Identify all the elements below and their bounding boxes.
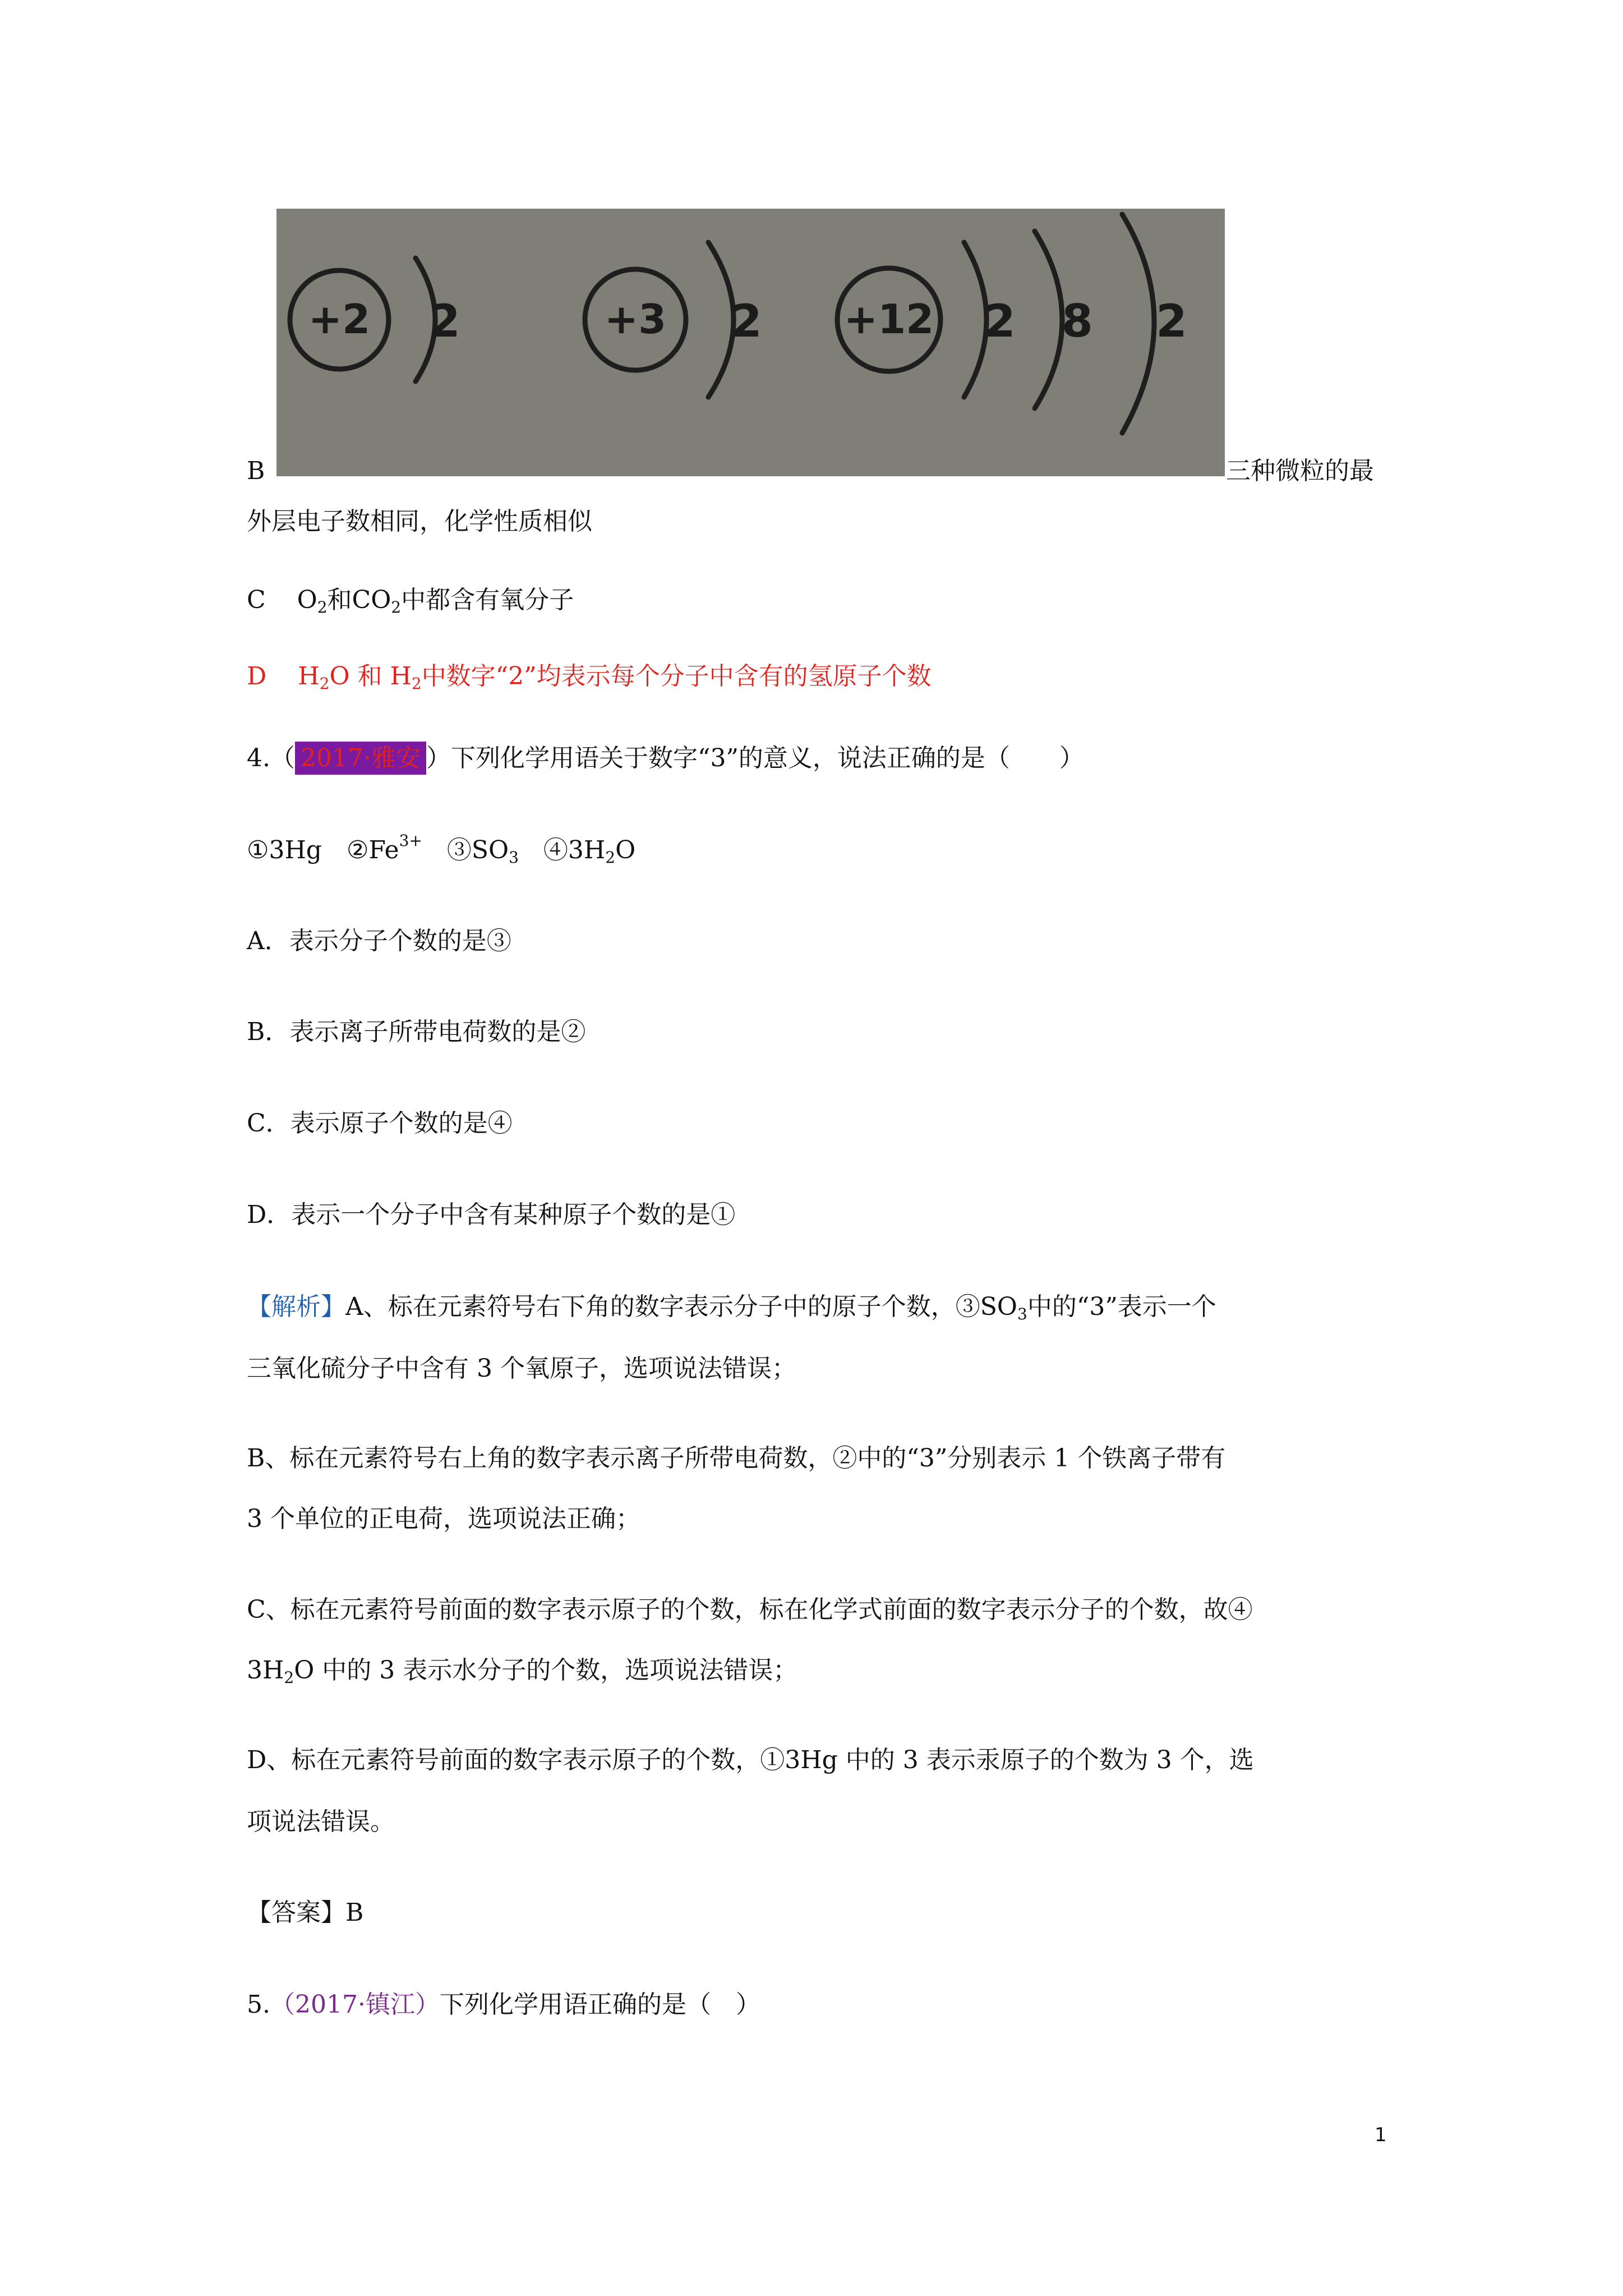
analysis-a-line1: 【解析】A、标在元素符号右下角的数字表示分子中的原子个数，$③SO_3$中的“3”表示一个 (247, 1292, 1216, 1323)
question-5: 5.（2017·镇江）下列化学用语正确的是（ ） (247, 1990, 760, 2019)
option-d: D．表示一个分子中含有某种原子个数的是① (247, 1200, 736, 1229)
shell-electrons: 2 (429, 295, 460, 347)
analysis-c-line2: $3H_2O$ 中的 3 表示水分子的个数，选项说法错误； (247, 1656, 798, 1687)
analysis-c-line1: C、标在元素符号前面的数字表示原子的个数，标在化学式前面的数字表示分子的个数，故④ (247, 1595, 1253, 1624)
option-c: C $O_2$和$CO_2$中都含有氧分子 (247, 586, 574, 616)
analysis-b-line1: B、标在元素符号右上角的数字表示离子所带电荷数，②中的“3”分别表示 1 个铁离子带有 (247, 1444, 1226, 1473)
source-badge: 2017·雅安 (295, 742, 426, 775)
nucleus-label: +2 (308, 296, 371, 343)
analysis-a-line2: 三氧化硫分子中含有 3 个氧原子，选项说法错误； (247, 1354, 796, 1383)
nucleus-label: +3 (604, 296, 667, 343)
analysis-tag: 【解析】 (247, 1292, 345, 1321)
shell-electrons: 2 (1156, 295, 1187, 347)
question-4: 4.（ 2017·雅安 ）下列化学用语关于数字“3”的意义，说法正确的是（ ） (247, 742, 1084, 775)
analysis-b-line2: 3 个单位的正电荷，选项说法正确； (247, 1504, 640, 1533)
answer: 【答案】B (247, 1898, 364, 1927)
shell-electrons: 2 (984, 295, 1016, 347)
source-tag: （2017·镇江） (270, 1990, 440, 2019)
option-b: B．表示离子所带电荷数的是② (247, 1018, 586, 1046)
shell-electrons: 8 (1062, 295, 1093, 347)
analysis-d-line2: 项说法错误。 (247, 1807, 395, 1836)
option-d-answer: D $H_2O$ 和 $H_2$中数字“2”均表示每个分子中含有的氢原子个数 (247, 662, 932, 693)
shell-electrons: 2 (731, 295, 762, 347)
option-b-letter: B (247, 457, 265, 485)
option-b-tail: 三种微粒的最 (1226, 457, 1374, 485)
option-b-continuation: 外层电子数相同，化学性质相似 (247, 507, 592, 536)
option-a: A．表示分子个数的是③ (247, 927, 511, 955)
atomic-structure-image (276, 209, 1225, 476)
page-number: 1 (1375, 2124, 1387, 2146)
question-4-items: ①3Hg $②Fe^{3+}$ $③SO_3$ $④3H_2O$ (247, 831, 636, 867)
nucleus-label: +12 (843, 296, 934, 343)
option-c: C．表示原子个数的是④ (247, 1109, 513, 1138)
analysis-d-line1: D、标在元素符号前面的数字表示原子的个数，①3Hg 中的 3 表示汞原子的个数为 3 个，选 (247, 1746, 1254, 1774)
